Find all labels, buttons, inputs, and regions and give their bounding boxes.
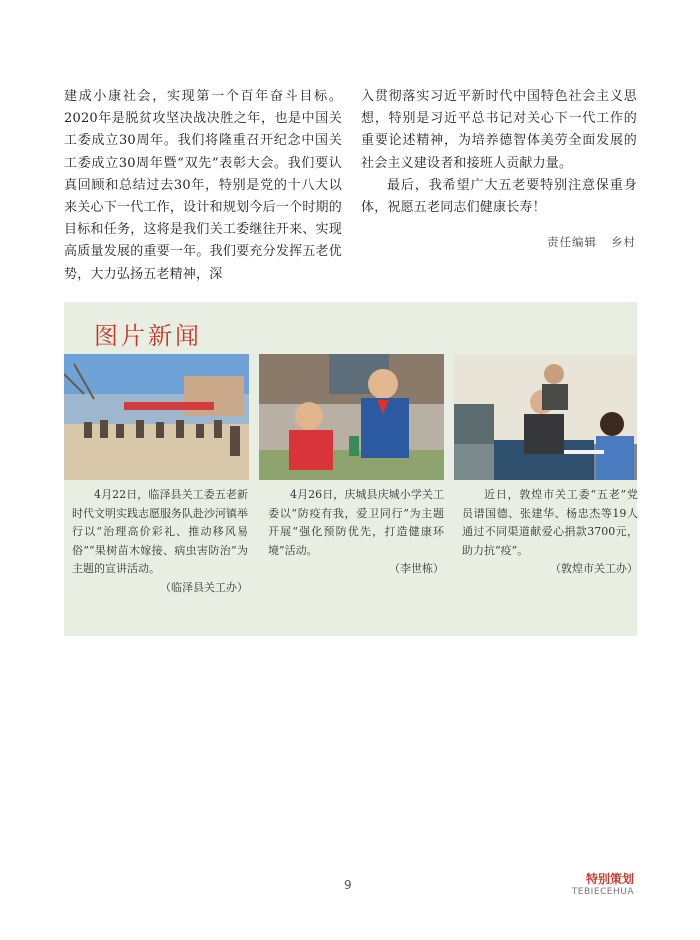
article-right-text-1: 入贯彻落实习近平新时代中国特色社会主义思想，特别是习近平总书记对关心下一代工作的重要论述精神，为培养德智体美劳全面发展的社会主义建设者和接班人贡献力量。 bbox=[361, 89, 637, 171]
article-left-column bbox=[64, 86, 342, 286]
caption-source-2: （李世栋） bbox=[389, 562, 444, 576]
section-tag bbox=[572, 870, 634, 897]
photo-news-title: 图片新闻 bbox=[94, 322, 202, 350]
caption-source-3: （敦煌市关工办） bbox=[550, 562, 638, 576]
section-name-en: TEBIECEHUA bbox=[571, 887, 634, 897]
article-left-text: 建成小康社会，实现第一个百年奋斗目标。2020年是脱贫攻坚决战决胜之年，也是中国关工委成立30周年。我们将隆重召开纪念中国关工委成立30周年暨“双先”表彰大会。我们要认真回顾和总结过去30年，特别是党的十八大以来关心下一代工作，设计和规划今后一个时期的目标和任务，这将是我们关工委继往开来、实现高质量发展的重要一年。我们要充分发挥五老优势，大力弘扬五老精神，深 bbox=[64, 89, 342, 282]
page-number: 9 bbox=[344, 878, 352, 892]
photo-caption-3 bbox=[462, 486, 638, 579]
photo-caption-2 bbox=[268, 486, 444, 579]
article-right-text-2: 最后，我希望广大五老要特别注意保重身体，祝愿五老同志们健康长寿！ bbox=[361, 177, 637, 216]
section-name-cn: 特别策划 bbox=[585, 872, 634, 886]
editor-name: 乡村 bbox=[611, 235, 636, 249]
article-right-column bbox=[361, 86, 637, 219]
caption-text-1: 4月22日，临泽县关工委五老新时代文明实践志愿服务队赴沙河镇举行以“治理高价彩礼、推动移风易俗”“果树苗木嫁接、病虫害防治”为主题的宣讲活动。 bbox=[72, 488, 248, 576]
donation-desk-photo bbox=[454, 354, 637, 480]
photo-news-section bbox=[64, 302, 637, 636]
children-handwashing-photo bbox=[259, 354, 444, 480]
caption-text-3: 近日，敦煌市关工委“五老”党员谱国德、张建华、杨忠杰等19人通过不同渠道献爱心捐款3700元，助力抗“疫”。 bbox=[462, 488, 638, 557]
photo-caption-1 bbox=[72, 486, 248, 598]
caption-text-2: 4月26日，庆城县庆城小学关工委以“防疫有我，爱卫同行”为主题开展“强化预防优先，打造健康环境”活动。 bbox=[268, 488, 444, 557]
outdoor-lecture-photo bbox=[64, 354, 249, 480]
caption-source-1: （临泽县关工办） bbox=[160, 580, 248, 594]
editor-label: 责任编辑 bbox=[547, 235, 598, 249]
responsible-editor bbox=[547, 234, 636, 250]
